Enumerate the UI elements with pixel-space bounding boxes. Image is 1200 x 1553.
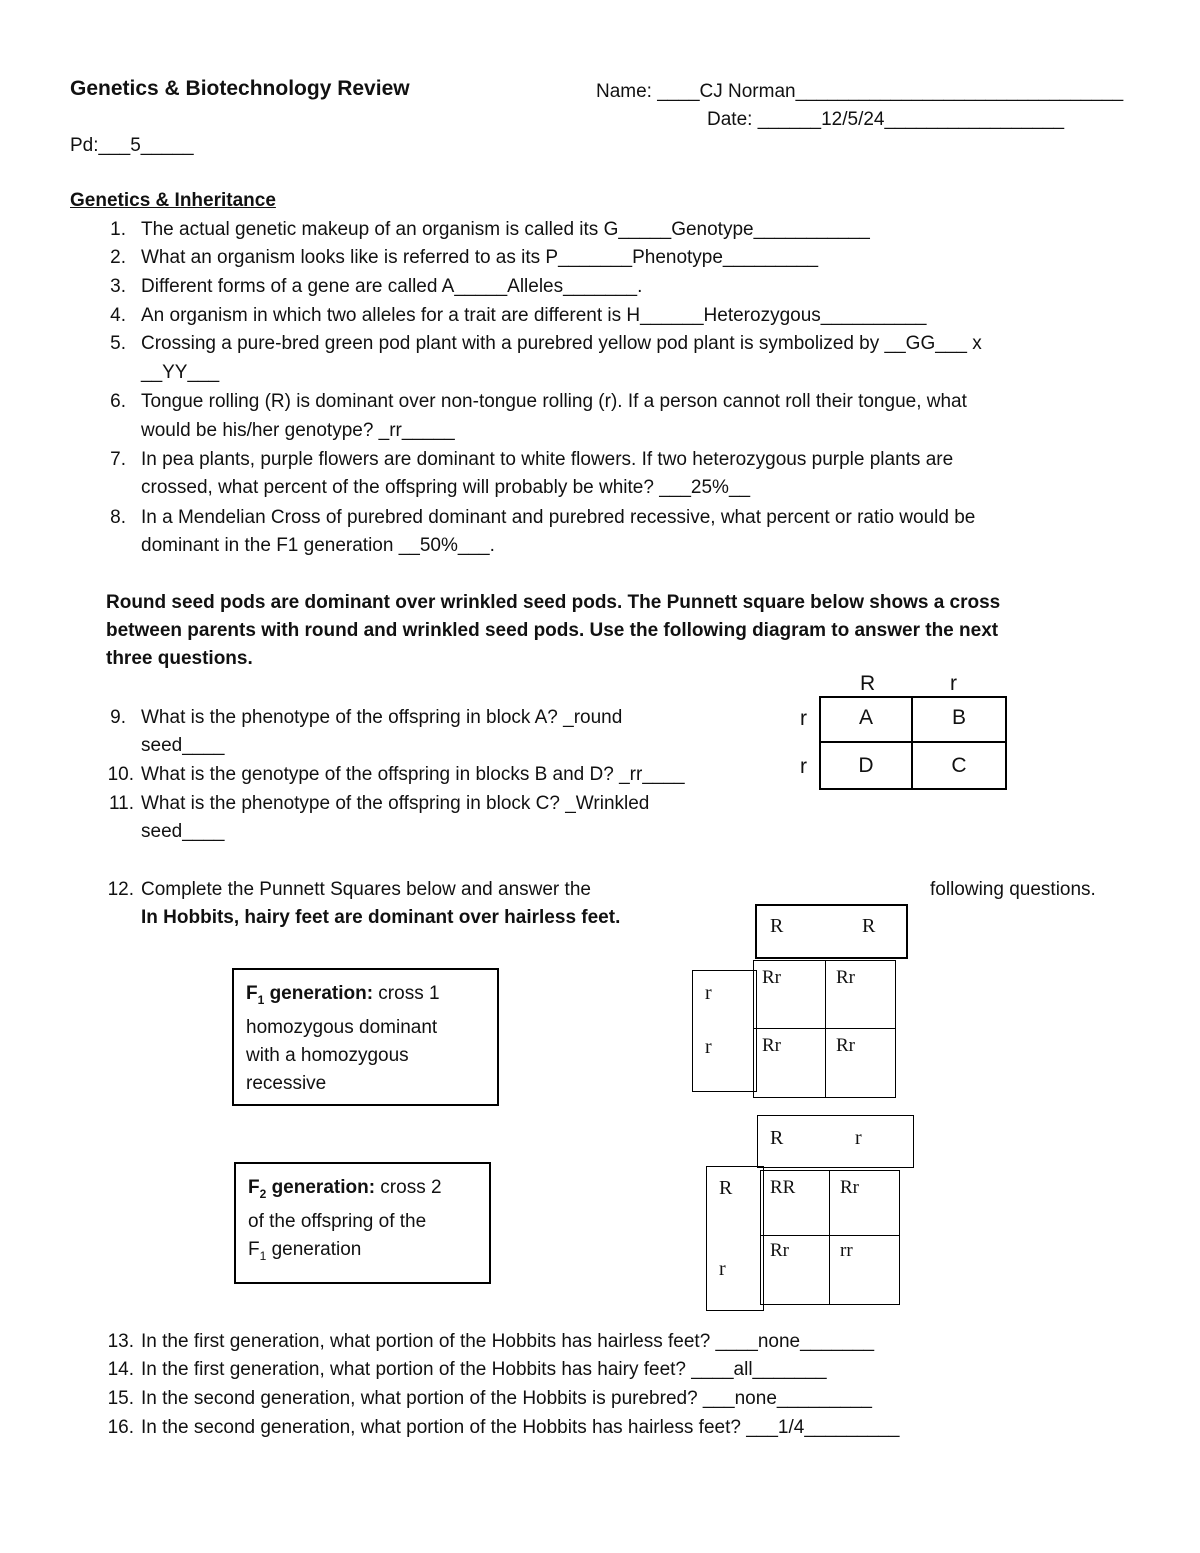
question-number: 9. bbox=[110, 707, 126, 728]
grid-divider bbox=[819, 741, 1007, 743]
punnett-cell: Rr bbox=[753, 1028, 826, 1098]
section-heading-genetics: Genetics & Inheritance bbox=[70, 190, 276, 211]
punnett-cell: Rr bbox=[760, 1235, 830, 1305]
question-text-cont: crossed, what percent of the offspring will probably be white? ___25%__ bbox=[141, 477, 751, 498]
period-field[interactable]: Pd:___5_____ bbox=[70, 135, 194, 156]
question-number: 14. bbox=[107, 1359, 134, 1380]
question-text: Tongue rolling (R) is dominant over non-tongue rolling (r). If a person cannot roll their tongue, what bbox=[141, 391, 967, 412]
question-number: 2. bbox=[110, 247, 126, 268]
name-field[interactable]: Name: ____CJ Norman_______________________________ bbox=[596, 81, 1124, 102]
question-number: 10. bbox=[107, 764, 134, 785]
question-number: 15. bbox=[107, 1388, 134, 1409]
f2-text: of the offspring of the bbox=[248, 1210, 427, 1232]
page-title: Genetics & Biotechnology Review bbox=[70, 77, 410, 100]
allele-label: r bbox=[800, 755, 807, 778]
question-number: 5. bbox=[110, 333, 126, 354]
punnett-cell: rr bbox=[829, 1235, 900, 1305]
question-text-cont: seed____ bbox=[141, 735, 225, 756]
allele-label: R bbox=[770, 915, 784, 937]
question-text: The actual genetic makeup of an organism is called its G_____Genotype___________ bbox=[141, 219, 870, 240]
question-number: 16. bbox=[107, 1417, 134, 1438]
question-text-cont: would be his/her genotype? _rr_____ bbox=[141, 420, 455, 441]
punnett-cell: RR bbox=[760, 1170, 830, 1236]
question-text: Complete the Punnett Squares below and answer the bbox=[141, 879, 591, 900]
question-text: In the second generation, what portion of the Hobbits has hairless feet? ___1/4_________ bbox=[141, 1417, 900, 1438]
date-field[interactable]: Date: ______12/5/24_________________ bbox=[707, 109, 1065, 130]
punnett-cell: Rr bbox=[753, 960, 826, 1029]
question-text: In the first generation, what portion of the Hobbits has hairy feet? ____all_______ bbox=[141, 1359, 827, 1380]
question-number: 1. bbox=[110, 219, 126, 240]
question-text-cont: seed____ bbox=[141, 821, 225, 842]
allele-label: r bbox=[950, 672, 957, 695]
intro-line: between parents with round and wrinkled seed pods. Use the following diagram to answer the next bbox=[106, 620, 999, 641]
question-text-cont: __YY___ bbox=[141, 362, 220, 383]
allele-label: R bbox=[719, 1177, 733, 1199]
punnett-cell: B bbox=[951, 706, 966, 729]
question-number: 6. bbox=[110, 391, 126, 412]
intro-line: Round seed pods are dominant over wrinkled seed pods. The Punnett square below shows a cross bbox=[106, 592, 1001, 613]
question-text: In the first generation, what portion of the Hobbits has hairless feet? ____none_______ bbox=[141, 1331, 875, 1352]
allele-label: R bbox=[860, 672, 876, 695]
punnett-cell: Rr bbox=[825, 1028, 896, 1098]
question-text: What is the genotype of the offspring in blocks B and D? _rr____ bbox=[141, 764, 685, 785]
punnett-cell: A bbox=[858, 706, 873, 729]
question-number: 11. bbox=[108, 793, 134, 814]
punnett-cell: Rr bbox=[829, 1170, 900, 1236]
question-text: In a Mendelian Cross of purebred dominant and purebred recessive, what percent or ratio would be bbox=[141, 507, 976, 528]
question-text: Crossing a pure-bred green pod plant with a purebred yellow pod plant is symbolized by __GG___ x bbox=[141, 333, 982, 354]
f1-text: with a homozygous bbox=[246, 1044, 409, 1066]
question-number: 3. bbox=[110, 276, 126, 297]
f1-generation-box bbox=[232, 968, 499, 1106]
allele-label: R bbox=[770, 1127, 784, 1149]
question-text: What an organism looks like is referred to as its P_______Phenotype_________ bbox=[141, 247, 819, 268]
f1-label: $F_1$ generation: bbox=[246, 983, 374, 1007]
f2-text: $F_1$ generation bbox=[248, 1238, 362, 1263]
intro-line: three questions. bbox=[106, 648, 253, 669]
question-text-tail: following questions. bbox=[930, 879, 1096, 900]
f2-generation-box bbox=[234, 1162, 491, 1284]
question-number: 7. bbox=[110, 449, 126, 470]
allele-label: R bbox=[862, 915, 876, 937]
question-text: Different forms of a gene are called A_____Alleles_______. bbox=[141, 276, 643, 297]
question-text: In pea plants, purple flowers are dominant to white flowers. If two heterozygous purple plants are bbox=[141, 449, 954, 470]
allele-label: r bbox=[855, 1127, 862, 1149]
question-number: 12. bbox=[107, 879, 134, 900]
question-subtext: In Hobbits, hairy feet are dominant over hairless feet. bbox=[141, 907, 621, 928]
question-text: In the second generation, what portion of the Hobbits is purebred? ___none_________ bbox=[141, 1388, 872, 1409]
punnett-cell: C bbox=[951, 754, 967, 777]
f2-text: cross 2 bbox=[375, 1177, 442, 1198]
question-number: 4. bbox=[110, 305, 126, 326]
punnett-cell: Rr bbox=[825, 960, 896, 1029]
punnett-cell: D bbox=[858, 754, 874, 777]
question-text: What is the phenotype of the offspring in block C? _Wrinkled bbox=[141, 793, 650, 814]
question-number: 8. bbox=[110, 507, 126, 528]
question-text-cont: dominant in the F1 generation __50%___. bbox=[141, 535, 495, 556]
question-text: What is the phenotype of the offspring in block A? _round bbox=[141, 707, 623, 728]
f1-text: recessive bbox=[246, 1072, 327, 1094]
allele-label: r bbox=[719, 1258, 726, 1280]
f1-text: homozygous dominant bbox=[246, 1016, 438, 1038]
allele-label: r bbox=[800, 707, 807, 730]
allele-label: r bbox=[705, 1036, 712, 1058]
question-text: An organism in which two alleles for a trait are different is H______Heterozygous__________ bbox=[141, 305, 927, 326]
f2-label: $F_2$ generation: bbox=[248, 1177, 376, 1201]
allele-label: r bbox=[705, 982, 712, 1004]
f1-text: cross 1 bbox=[373, 983, 440, 1004]
side-alleles-box bbox=[692, 970, 757, 1092]
question-number: 13. bbox=[107, 1331, 134, 1352]
side-alleles-box bbox=[706, 1166, 764, 1311]
